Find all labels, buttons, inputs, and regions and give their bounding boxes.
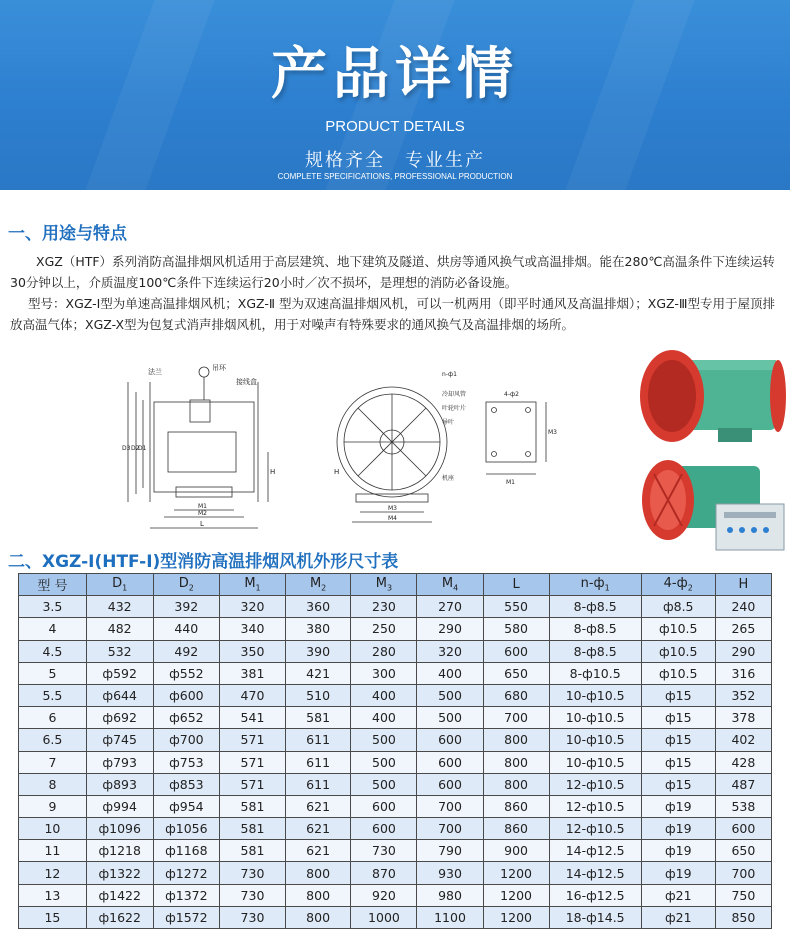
table-cell: 10-ф10.5 — [549, 729, 641, 751]
table-cell: ф19 — [641, 818, 715, 840]
table-cell: 10-ф10.5 — [549, 684, 641, 706]
table-cell: ф10.5 — [641, 640, 715, 662]
table-cell: 432 — [86, 596, 153, 618]
table-cell: ф745 — [86, 729, 153, 751]
label-lifting-ring: 吊环 — [212, 364, 226, 372]
table-cell: ф994 — [86, 795, 153, 817]
table-cell: ф19 — [641, 795, 715, 817]
table-cell: 850 — [715, 906, 771, 928]
table-cell: ф10.5 — [641, 662, 715, 684]
table-cell: 730 — [351, 840, 417, 862]
table-cell: 650 — [715, 840, 771, 862]
label-front-h: H — [334, 468, 340, 476]
header-subscript: 2 — [321, 583, 327, 593]
label-blade: 叶轮叶片 — [442, 405, 467, 412]
table-cell: 1200 — [483, 906, 549, 928]
table-row — [19, 795, 772, 817]
table-cell: 920 — [351, 884, 417, 906]
table-cell: 730 — [220, 906, 286, 928]
model-paragraph: 型号：XGZ-Ⅰ型为单速高温排烟风机；XGZ-Ⅱ 型为双速高温排烟风机，可以一机两用（即平时通风及高温排烟）；XGZ-Ⅲ型专用于屋顶排放高温气体；XGZ-X型为包复式消声排烟风机，用于对噪声有特殊要求的通风换气及高温排烟的场所。 — [10, 296, 775, 332]
table-cell: ф893 — [86, 773, 153, 795]
table-cell: 600 — [351, 818, 417, 840]
table-cell: 360 — [285, 596, 351, 618]
table-cell: 532 — [86, 640, 153, 662]
section-heading-usage: 一、用途与特点 — [8, 224, 127, 244]
table-row — [19, 840, 772, 862]
section-heading-dimensions: 二、XGZ-Ⅰ(HTF-Ⅰ)型消防高温排烟风机外形尺寸表 — [8, 552, 399, 572]
table-cell: 380 — [285, 618, 351, 640]
header-subscript: 3 — [387, 583, 393, 593]
table-cell: 352 — [715, 684, 771, 706]
label-junction-box: 接线盒 — [236, 378, 257, 386]
table-cell: 700 — [417, 795, 483, 817]
header-banner — [0, 0, 790, 190]
table-cell: 3.5 — [19, 596, 87, 618]
table-cell: ф15 — [641, 773, 715, 795]
table-cell: 500 — [351, 773, 417, 795]
table-cell: 421 — [285, 662, 351, 684]
red-green-axial-fan-photo — [628, 346, 788, 450]
side-view-drawing — [108, 362, 280, 540]
label-base-m3: M3 — [548, 429, 557, 436]
table-cell: 12-ф10.5 — [549, 818, 641, 840]
table-cell: 571 — [220, 729, 286, 751]
table-cell: 600 — [351, 795, 417, 817]
table-row — [19, 884, 772, 906]
front-view-drawing — [330, 362, 473, 540]
label-h: H — [270, 468, 276, 476]
table-cell: ф644 — [86, 684, 153, 706]
table-cell: 1200 — [483, 884, 549, 906]
label-base-m1: M1 — [506, 479, 515, 486]
header-main: D — [112, 576, 123, 592]
label-l: L — [200, 520, 204, 528]
table-header-cell — [715, 574, 771, 596]
table-cell: 581 — [220, 795, 286, 817]
table-cell: 4 — [19, 618, 87, 640]
table-cell: 581 — [285, 707, 351, 729]
table-cell: ф1096 — [86, 818, 153, 840]
table-header-cell — [220, 574, 286, 596]
table-cell: 14-ф12.5 — [549, 840, 641, 862]
label-d1: D1 — [138, 445, 147, 452]
table-header-cell — [153, 574, 220, 596]
table-cell: 492 — [153, 640, 220, 662]
table-cell: 270 — [417, 596, 483, 618]
table-cell: ф652 — [153, 707, 220, 729]
table-header-cell — [483, 574, 549, 596]
table-cell: 650 — [483, 662, 549, 684]
table-cell: 1000 — [351, 906, 417, 928]
table-cell: 482 — [86, 618, 153, 640]
label-m4: M4 — [388, 515, 397, 522]
table-cell: 800 — [483, 751, 549, 773]
table-cell: 980 — [417, 884, 483, 906]
table-cell: 581 — [220, 840, 286, 862]
table-cell: 621 — [285, 840, 351, 862]
table-cell: 600 — [417, 773, 483, 795]
table-cell: 6 — [19, 707, 87, 729]
table-header-cell — [417, 574, 483, 596]
header-subscript: 2 — [188, 583, 194, 593]
table-cell: 400 — [351, 684, 417, 706]
label-m3: M3 — [388, 505, 397, 512]
table-cell: 487 — [715, 773, 771, 795]
table-cell: 611 — [285, 773, 351, 795]
table-cell: 538 — [715, 795, 771, 817]
banner-subtitle: PRODUCT DETAILS — [325, 118, 465, 135]
table-row — [19, 729, 772, 751]
table-cell: 13 — [19, 884, 87, 906]
table-cell: 12 — [19, 862, 87, 884]
table-cell: 860 — [483, 818, 549, 840]
table-cell: 230 — [351, 596, 417, 618]
table-cell: 8-ф8.5 — [549, 640, 641, 662]
table-cell: 378 — [715, 707, 771, 729]
table-cell: 300 — [351, 662, 417, 684]
table-cell: 860 — [483, 795, 549, 817]
table-cell: 621 — [285, 818, 351, 840]
header-main: 型 号 — [37, 579, 68, 595]
table-cell: ф8.5 — [641, 596, 715, 618]
slogan-part-2: 专业生产 — [405, 150, 485, 171]
header-subscript: 4 — [453, 583, 459, 593]
table-cell: ф692 — [86, 707, 153, 729]
table-cell: ф10.5 — [641, 618, 715, 640]
table-cell: 14-ф12.5 — [549, 862, 641, 884]
table-cell: ф1622 — [86, 906, 153, 928]
table-cell: 870 — [351, 862, 417, 884]
table-cell: 730 — [220, 884, 286, 906]
table-cell: 600 — [417, 751, 483, 773]
header-subscript: 1 — [604, 583, 610, 593]
table-cell: 10-ф10.5 — [549, 751, 641, 773]
table-cell: ф15 — [641, 729, 715, 751]
table-cell: ф552 — [153, 662, 220, 684]
banner-slogan-english: COMPLETE SPECIFICATIONS, PROFESSIONAL PRODUCTION — [277, 172, 513, 181]
table-cell: ф592 — [86, 662, 153, 684]
label-m2: M2 — [198, 510, 207, 517]
table-cell: 7 — [19, 751, 87, 773]
table-row — [19, 818, 772, 840]
table-cell: 611 — [285, 729, 351, 751]
table-cell: 440 — [153, 618, 220, 640]
table-cell: 571 — [220, 773, 286, 795]
table-cell: 381 — [220, 662, 286, 684]
table-cell: 290 — [417, 618, 483, 640]
table-cell: ф853 — [153, 773, 220, 795]
table-body — [19, 596, 772, 929]
table-cell: 500 — [351, 751, 417, 773]
header-main: M — [309, 576, 322, 592]
table-cell: ф19 — [641, 862, 715, 884]
table-cell: 500 — [417, 684, 483, 706]
table-cell: 9 — [19, 795, 87, 817]
label-d2: D2 — [131, 445, 140, 452]
table-cell: 280 — [351, 640, 417, 662]
table-cell: 8 — [19, 773, 87, 795]
table-header-cell — [86, 574, 153, 596]
table-cell: 600 — [715, 818, 771, 840]
table-cell: 5 — [19, 662, 87, 684]
table-cell: ф1218 — [86, 840, 153, 862]
table-cell: 470 — [220, 684, 286, 706]
table-row — [19, 662, 772, 684]
table-cell: 930 — [417, 862, 483, 884]
table-row — [19, 596, 772, 618]
label-guide-vane: 导叶 — [442, 419, 455, 426]
table-cell: 340 — [220, 618, 286, 640]
table-row — [19, 773, 772, 795]
table-cell: 5.5 — [19, 684, 87, 706]
table-cell: ф600 — [153, 684, 220, 706]
table-cell: 10-ф10.5 — [549, 707, 641, 729]
table-cell: 320 — [220, 596, 286, 618]
table-cell: 15 — [19, 906, 87, 928]
header-main: M — [375, 576, 388, 592]
table-cell: ф793 — [86, 751, 153, 773]
fan-with-control-box-photo — [634, 454, 790, 558]
table-row — [19, 618, 772, 640]
table-cell: ф954 — [153, 795, 220, 817]
table-cell: 900 — [483, 840, 549, 862]
table-cell: ф1168 — [153, 840, 220, 862]
table-row — [19, 862, 772, 884]
banner-slogan — [0, 146, 790, 172]
table-cell: 265 — [715, 618, 771, 640]
table-header-row — [19, 574, 772, 596]
table-cell: 500 — [417, 707, 483, 729]
table-cell: 600 — [417, 729, 483, 751]
header-main: M — [441, 576, 454, 592]
label-n-phi1: n-ф1 — [442, 371, 457, 378]
table-header-cell — [285, 574, 351, 596]
table-cell: 600 — [483, 640, 549, 662]
label-four-phi2: 4-ф2 — [504, 391, 519, 398]
table-cell: 4.5 — [19, 640, 87, 662]
table-cell: 790 — [417, 840, 483, 862]
table-cell: 16-ф12.5 — [549, 884, 641, 906]
table-row — [19, 751, 772, 773]
table-cell: 316 — [715, 662, 771, 684]
table-cell: 240 — [715, 596, 771, 618]
table-cell: 428 — [715, 751, 771, 773]
table-cell: 800 — [285, 884, 351, 906]
table-cell: 500 — [351, 729, 417, 751]
table-cell: 510 — [285, 684, 351, 706]
table-cell: 730 — [220, 862, 286, 884]
table-cell: ф21 — [641, 884, 715, 906]
table-cell: 800 — [483, 729, 549, 751]
label-flange: 法兰 — [148, 368, 162, 376]
table-cell: 10 — [19, 818, 87, 840]
table-cell: ф1572 — [153, 906, 220, 928]
table-cell: ф1422 — [86, 884, 153, 906]
table-cell: ф1322 — [86, 862, 153, 884]
label-m1: M1 — [198, 503, 207, 510]
header-main: M — [244, 576, 256, 592]
table-cell: 1100 — [417, 906, 483, 928]
table-cell: ф1056 — [153, 818, 220, 840]
table-header-cell — [19, 574, 87, 596]
table-cell: 290 — [715, 640, 771, 662]
table-cell: 12-ф10.5 — [549, 795, 641, 817]
table-header-cell — [549, 574, 641, 596]
table-cell: ф1372 — [153, 884, 220, 906]
table-cell: 700 — [715, 862, 771, 884]
slogan-part-1: 规格齐全 — [305, 150, 385, 171]
header-main: H — [738, 577, 749, 593]
table-cell: 392 — [153, 596, 220, 618]
table-cell: 800 — [483, 773, 549, 795]
table-cell: 750 — [715, 884, 771, 906]
table-cell: 8-ф10.5 — [549, 662, 641, 684]
table-cell: ф21 — [641, 906, 715, 928]
table-cell: 621 — [285, 795, 351, 817]
table-cell: 8-ф8.5 — [549, 618, 641, 640]
header-main: L — [512, 577, 520, 593]
header-subscript: 1 — [122, 583, 128, 593]
table-cell: 550 — [483, 596, 549, 618]
label-cooling-duct: 冷却风管 — [442, 391, 467, 398]
table-row — [19, 707, 772, 729]
table-cell: 571 — [220, 751, 286, 773]
table-cell: ф15 — [641, 684, 715, 706]
header-subscript: 2 — [687, 583, 693, 593]
header-main: D — [178, 576, 189, 592]
table-cell: ф15 — [641, 751, 715, 773]
header-main: 4-ф — [663, 576, 688, 592]
table-cell: 541 — [220, 707, 286, 729]
table-cell: 12-ф10.5 — [549, 773, 641, 795]
table-cell: 800 — [285, 906, 351, 928]
table-cell: 250 — [351, 618, 417, 640]
table-cell: 680 — [483, 684, 549, 706]
table-cell: ф700 — [153, 729, 220, 751]
table-cell: 1200 — [483, 862, 549, 884]
label-d3: D3 — [122, 445, 131, 452]
table-cell: ф1272 — [153, 862, 220, 884]
banner-title: 产品详情 — [271, 42, 519, 107]
table-row — [19, 684, 772, 706]
table-row — [19, 640, 772, 662]
table-cell: ф19 — [641, 840, 715, 862]
table-cell: 8-ф8.5 — [549, 596, 641, 618]
usage-paragraph: XGZ（HTF）系列消防高温排烟风机适用于高层建筑、地下建筑及隧道、烘房等通风换气或高温排烟。能在280℃高温条件下连续运转30分钟以上，介质温度100℃条件下连续运行20小时／次不损坏，是理想的消防必备设施。 — [10, 254, 775, 290]
header-subscript: 1 — [255, 583, 261, 593]
table-header-cell — [351, 574, 417, 596]
table-cell: ф753 — [153, 751, 220, 773]
table-cell: 350 — [220, 640, 286, 662]
header-main: n-ф — [580, 576, 605, 592]
table-cell: ф15 — [641, 707, 715, 729]
table-cell: 580 — [483, 618, 549, 640]
table-cell: 18-ф14.5 — [549, 906, 641, 928]
table-row — [19, 906, 772, 928]
label-base: 机座 — [442, 475, 455, 482]
table-cell: 800 — [285, 862, 351, 884]
dimension-table — [18, 573, 772, 929]
table-cell: 581 — [220, 818, 286, 840]
table-cell: 390 — [285, 640, 351, 662]
table-cell: 400 — [417, 662, 483, 684]
table-cell: 400 — [351, 707, 417, 729]
table-cell: 402 — [715, 729, 771, 751]
table-header-cell — [641, 574, 715, 596]
table-cell: 6.5 — [19, 729, 87, 751]
table-cell: 700 — [483, 707, 549, 729]
table-cell: 700 — [417, 818, 483, 840]
table-cell: 611 — [285, 751, 351, 773]
table-cell: 11 — [19, 840, 87, 862]
base-plate-drawing — [468, 362, 558, 492]
table-cell: 320 — [417, 640, 483, 662]
